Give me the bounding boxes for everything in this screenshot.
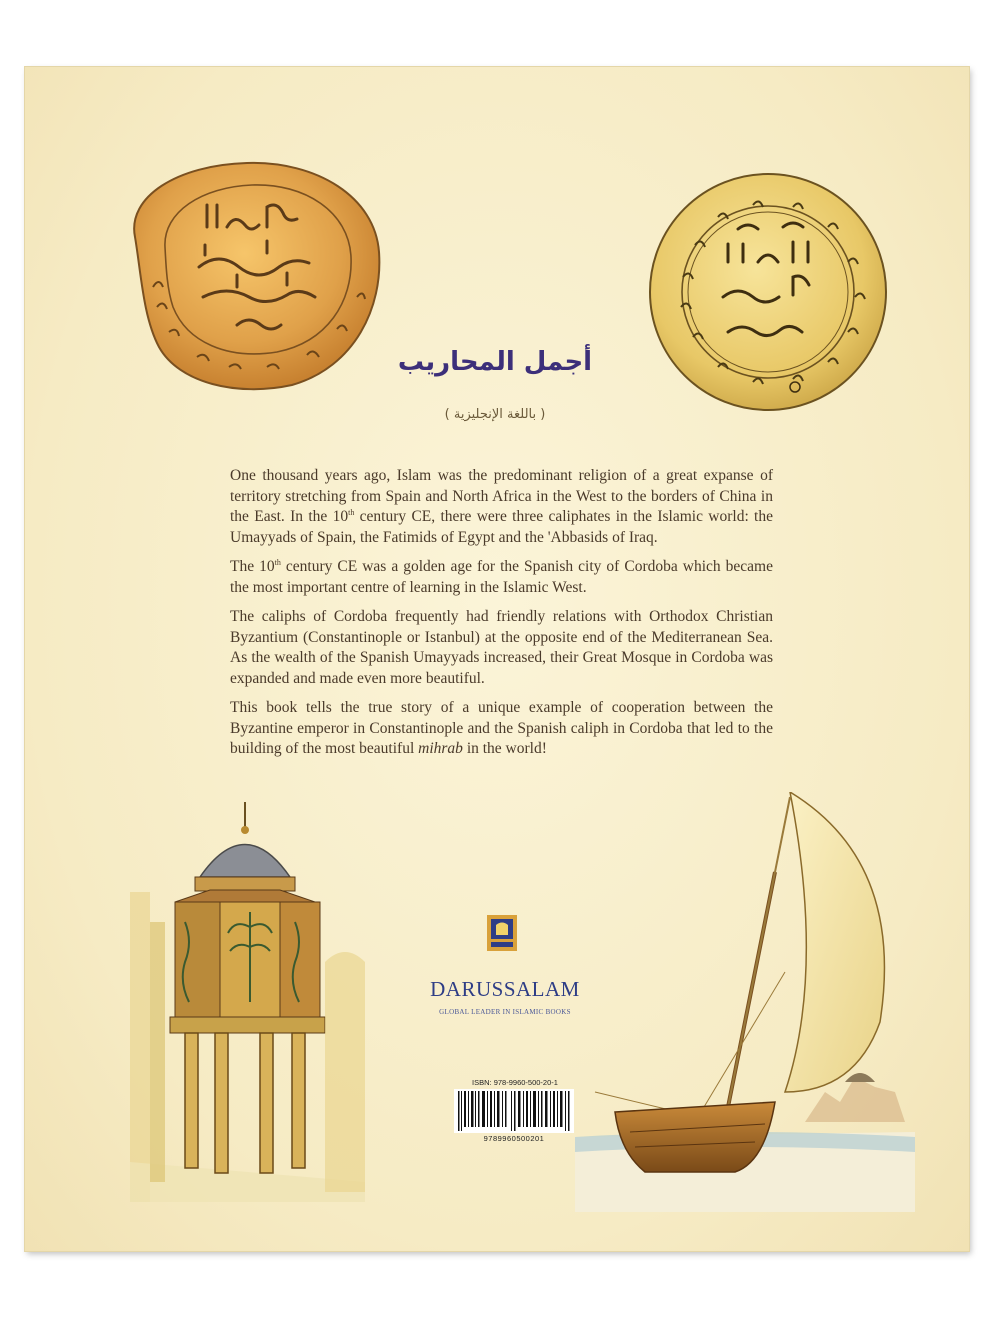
- right-gold-coin-illustration: [643, 167, 893, 417]
- arabic-title: أجمل المحاريب: [397, 347, 593, 377]
- arabic-subtitle: ( باللغة الإنجليزية ): [444, 407, 546, 422]
- back-cover-blurb: [230, 466, 773, 769]
- domed-kiosk-illustration: [130, 802, 365, 1212]
- blurb-paragraph-1: One thousand years ago, Islam was the predominant religion of a great expanse of territory stretching from Spain and North Africa in the West to the borders of China in the East. In the 10th century CE, there were three caliphates in the Islamic world: the Umayyads of Spain, the Fatimids of Egypt and the 'Abbasids of Iraq.: [230, 467, 773, 546]
- barcode-number: 9789960500201: [483, 1134, 545, 1143]
- isbn-label: ISBN: 978-9960-500-20-1: [472, 1078, 558, 1087]
- blurb-paragraph-4: This book tells the true story of a unique example of cooperation between the Byzantine emperor in Constantinople and the Spanish caliph in Cordoba that led to the building of the most beautiful mihrab in the world!: [230, 699, 773, 757]
- barcode: [454, 1089, 574, 1133]
- blurb-paragraph-3: The caliphs of Cordoba frequently had friendly relations with Orthodox Christian Byzantium (Constantinople or Istanbul) at the opposite end of the Mediterranean Sea. As the wealth of the Spanish Umayyads increased, their Great Mosque in Cordoba was expanded and made even more beautiful.: [230, 608, 773, 687]
- book-back-cover: [25, 67, 969, 1251]
- sailboat-illustration: [575, 792, 915, 1212]
- blurb-paragraph-2: The 10th century CE was a golden age for the Spanish city of Cordoba which became the most important centre of learning in the Islamic West.: [230, 557, 773, 596]
- publisher-tagline: GLOBAL LEADER IN ISLAMIC BOOKS: [439, 1008, 571, 1016]
- darussalam-logo-icon: [487, 915, 517, 951]
- publisher-name: DARUSSALAM: [430, 977, 580, 1001]
